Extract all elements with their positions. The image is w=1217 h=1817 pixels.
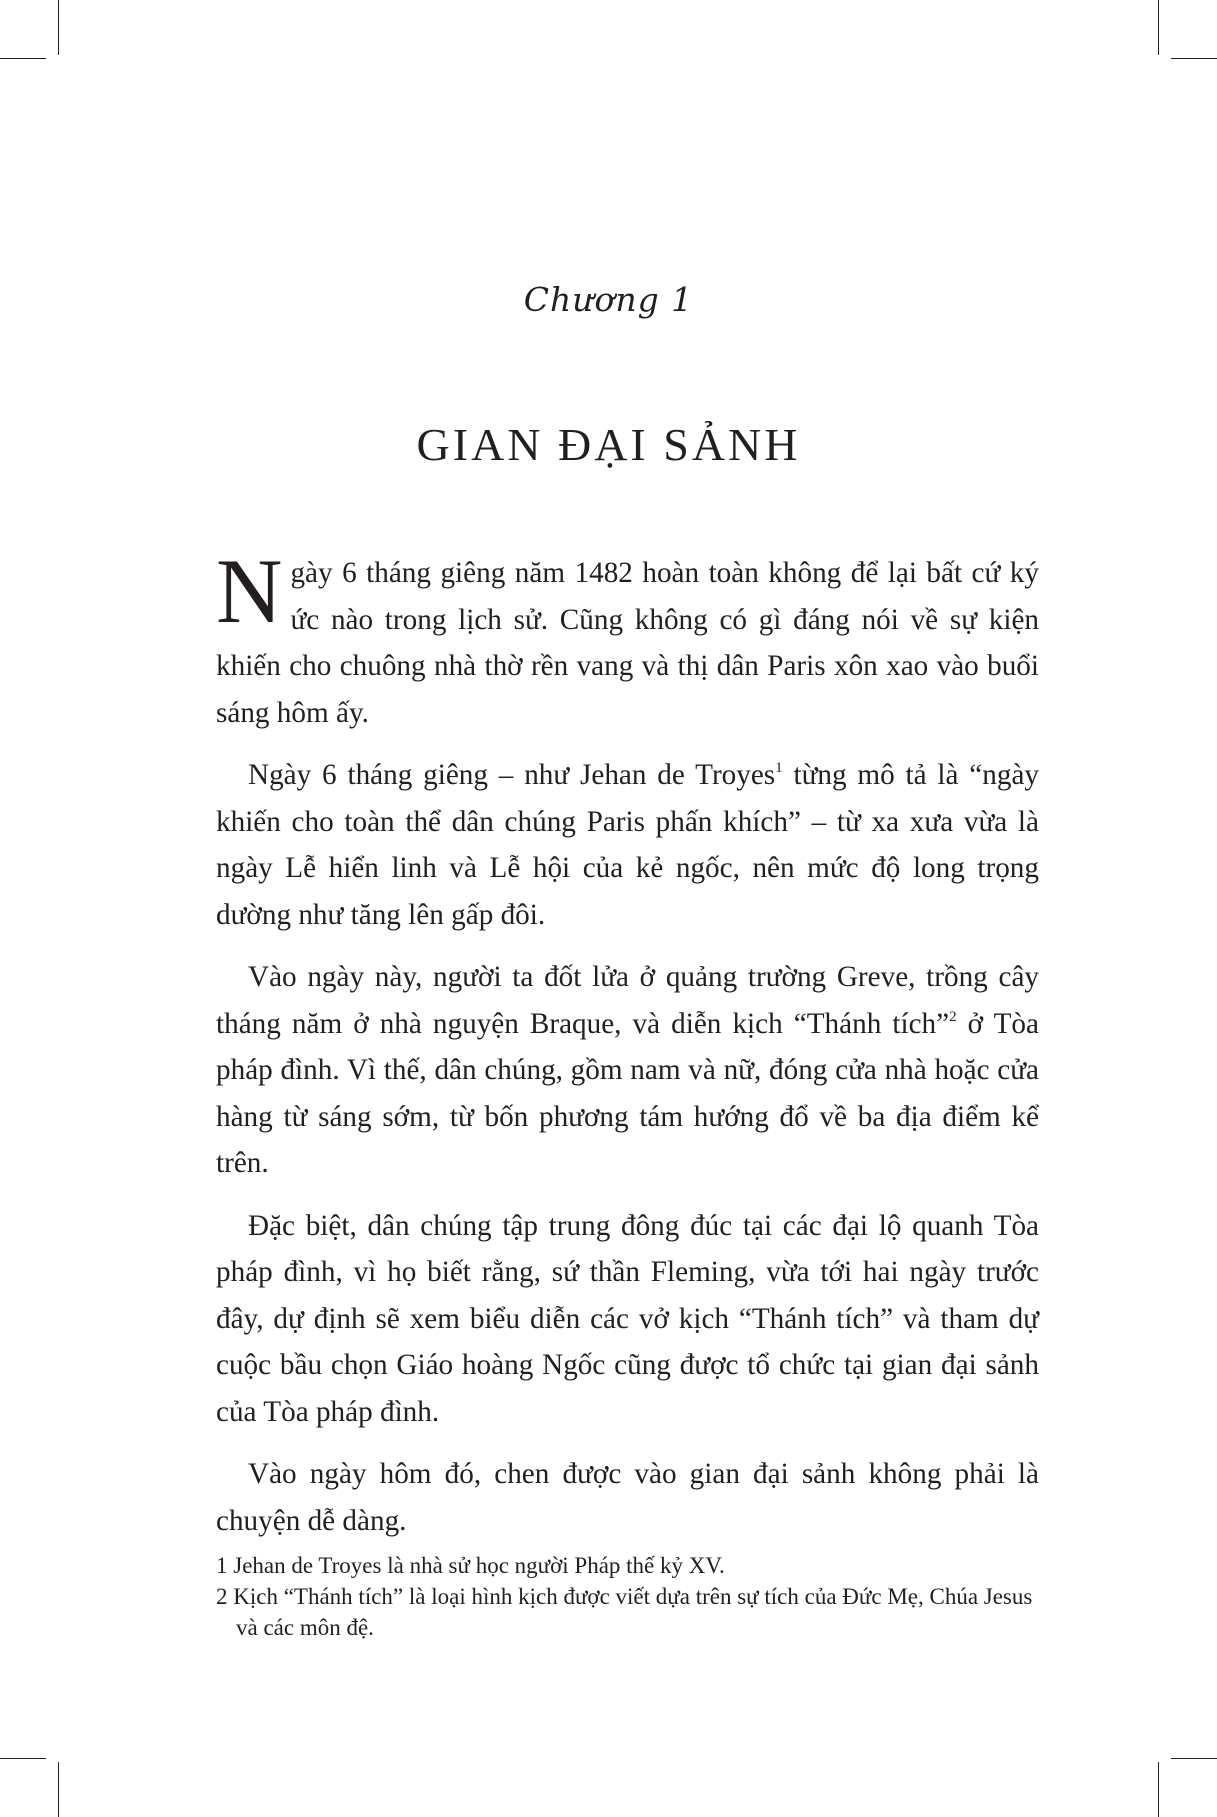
- crop-mark-top-right: [1158, 0, 1159, 55]
- footnote-ref-2: 2: [949, 1008, 957, 1025]
- footnote-2: 2 Kịch “Thánh tích” là loại hình kịch được viết dựa trên sự tích của Đức Mẹ, Chúa Jesus và các môn đệ.: [216, 1584, 1033, 1640]
- crop-mark-bottom-left: [58, 1762, 59, 1817]
- crop-mark-top-left-h: [0, 58, 46, 59]
- crop-mark-top-left: [58, 0, 59, 55]
- paragraph-2-text-b: từng mô tả là “ngày khiến cho toàn thể dân chúng Paris phấn khích” – từ xa xưa vừa là ngày Lễ hiển linh và Lễ hội của kẻ ngốc, nên mức độ long trọng dường như tăng lên gấp đôi.: [216, 759, 1040, 931]
- crop-mark-bottom-right-h: [1171, 1758, 1217, 1759]
- crop-mark-top-right-h: [1171, 58, 1217, 59]
- chapter-title: GIAN ĐẠI SẢNH: [416, 419, 801, 470]
- chapter-label: Chương 1: [523, 280, 694, 319]
- paragraph-3-text-b: ở Tòa pháp đình. Vì thế, dân chúng, gồm nam và nữ, đóng cửa nhà hoặc cửa hàng từ sáng sớm, từ bốn phương tám hướng đổ về ba địa điểm kể trên.: [216, 1007, 1039, 1179]
- paragraph-5: Vào ngày hôm đó, chen được vào gian đại sảnh không phải là chuyện dễ dàng.: [216, 1458, 1039, 1537]
- crop-mark-bottom-left-h: [0, 1758, 46, 1759]
- paragraph-2-text-a: Ngày 6 tháng giêng – như Jehan de Troyes: [248, 759, 776, 791]
- drop-cap: N: [216, 540, 283, 642]
- paragraph-3-text-a: Vào ngày này, người ta đốt lửa ở quảng trường Greve, trồng cây tháng năm ở nhà nguyện Braque, và diễn kịch “Thánh tích”: [216, 961, 1039, 1040]
- paragraph-1-text: gày 6 tháng giêng năm 1482 hoàn toàn không để lại bất cứ ký ức nào trong lịch sử. Cũng không có gì đáng nói về sự kiện khiến cho chuông nhà thờ rền vang và thị dân Paris xôn xao vào buổi sáng hôm ấy.: [216, 557, 1039, 729]
- paragraph-3: [216, 954, 1039, 1187]
- footnote-1: 1 Jehan de Troyes là nhà sử học người Pháp thế kỷ XV.: [216, 1553, 725, 1578]
- body-text: [216, 540, 1040, 1560]
- crop-mark-bottom-right: [1158, 1762, 1159, 1817]
- footnotes: [216, 1550, 1039, 1643]
- paragraph-1: [216, 540, 1039, 736]
- paragraph-2: [216, 752, 1039, 938]
- footnote-ref-1: 1: [775, 760, 783, 776]
- paragraph-4: Đặc biệt, dân chúng tập trung đông đúc tại các đại lộ quanh Tòa pháp đình, vì họ biết rằng, sứ thần Fleming, vừa tới hai ngày trước đây, dự định sẽ xem biểu diễn các vở kịch “Thánh tích” và tham dự cuộc bầu chọn Giáo hoàng Ngốc cũng được tổ chức tại gian đại sảnh của Tòa pháp đình.: [216, 1209, 1039, 1428]
